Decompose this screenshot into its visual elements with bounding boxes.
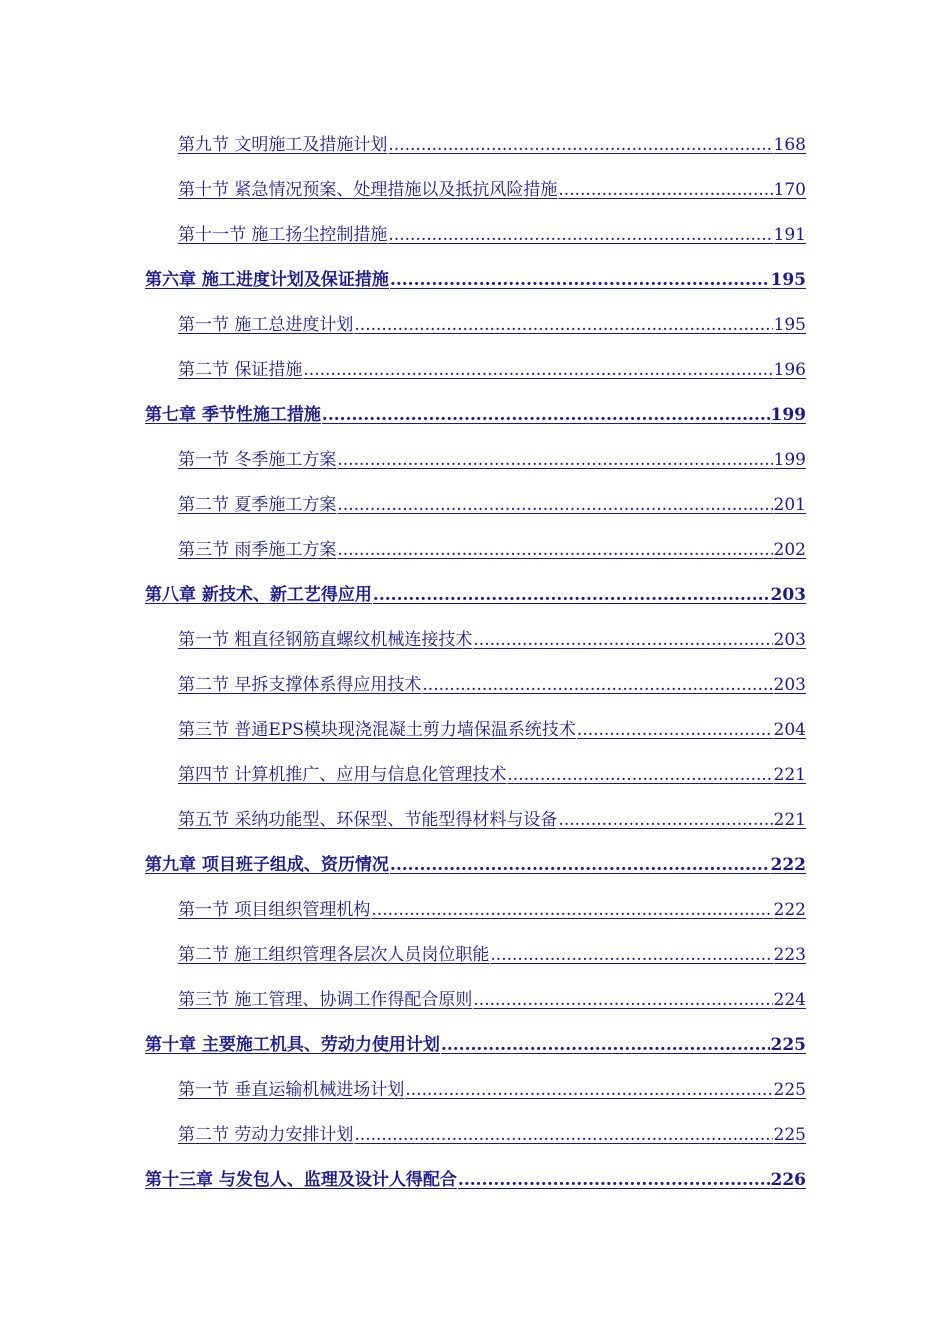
toc-dot-leader bbox=[458, 1170, 770, 1190]
toc-dot-leader bbox=[337, 495, 772, 515]
toc-section-link[interactable] bbox=[178, 212, 806, 257]
toc-entry-title: 第十章 主要施工机具、劳动力使用计划 bbox=[145, 1035, 440, 1055]
toc-entry-title: 第三节 施工管理、协调工作得配合原则 bbox=[178, 990, 473, 1010]
toc-dot-leader bbox=[558, 810, 772, 830]
toc-dot-leader bbox=[577, 720, 773, 740]
toc-chapter-link[interactable] bbox=[145, 842, 806, 887]
toc-dot-leader bbox=[441, 1035, 770, 1055]
toc-entry-title: 第一节 垂直运输机械进场计划 bbox=[178, 1080, 405, 1100]
toc-entry-title: 第二节 施工组织管理各层次人员岗位职能 bbox=[178, 945, 490, 965]
toc-dot-leader bbox=[388, 135, 772, 155]
toc-entry-title: 第七章 季节性施工措施 bbox=[145, 405, 321, 425]
toc-page-number: 199 bbox=[773, 450, 806, 470]
toc-section-link[interactable] bbox=[178, 797, 806, 842]
toc-section-link[interactable] bbox=[178, 167, 806, 212]
toc-dot-leader bbox=[507, 765, 772, 785]
toc-page-number: 225 bbox=[773, 1080, 806, 1100]
toc-section-link[interactable] bbox=[178, 932, 806, 977]
toc-dot-leader bbox=[303, 360, 772, 380]
toc-page-number: 225 bbox=[770, 1035, 806, 1055]
toc-dot-leader bbox=[473, 990, 772, 1010]
toc-entry-title: 第十三章 与发包人、监理及设计人得配合 bbox=[145, 1170, 457, 1190]
toc-dot-leader bbox=[422, 675, 772, 695]
toc-entry-title: 第九章 项目班子组成、资历情况 bbox=[145, 855, 389, 875]
toc-page-number: 201 bbox=[773, 495, 806, 515]
toc-entry-title: 第一节 冬季施工方案 bbox=[178, 450, 337, 470]
toc-entry-title: 第十节 紧急情况预案、处理措施以及抵抗风险措施 bbox=[178, 180, 558, 200]
toc-section-link[interactable] bbox=[178, 437, 806, 482]
toc-dot-leader bbox=[354, 315, 772, 335]
toc-entry-title: 第三节 雨季施工方案 bbox=[178, 540, 337, 560]
toc-entry-title: 第八章 新技术、新工艺得应用 bbox=[145, 585, 372, 605]
toc-dot-leader bbox=[490, 945, 772, 965]
toc-section-link[interactable] bbox=[178, 122, 806, 167]
table-of-contents bbox=[0, 122, 950, 1202]
toc-dot-leader bbox=[373, 585, 770, 605]
toc-page-number: 170 bbox=[773, 180, 806, 200]
toc-dot-leader bbox=[322, 405, 770, 425]
toc-dot-leader bbox=[337, 450, 772, 470]
toc-dot-leader bbox=[388, 225, 772, 245]
toc-section-link[interactable] bbox=[178, 977, 806, 1022]
toc-entry-title: 第二节 早拆支撑体系得应用技术 bbox=[178, 675, 422, 695]
toc-section-link[interactable] bbox=[178, 752, 806, 797]
toc-page-number: 224 bbox=[773, 990, 806, 1010]
toc-entry-title: 第二节 劳动力安排计划 bbox=[178, 1125, 354, 1145]
toc-dot-leader bbox=[371, 900, 772, 920]
toc-entry-title: 第五节 采纳功能型、环保型、节能型得材料与设备 bbox=[178, 810, 558, 830]
toc-section-link[interactable] bbox=[178, 662, 806, 707]
toc-entry-title: 第九节 文明施工及措施计划 bbox=[178, 135, 388, 155]
toc-entry-title: 第一节 粗直径钢筋直螺纹机械连接技术 bbox=[178, 630, 473, 650]
toc-chapter-link[interactable] bbox=[145, 1022, 806, 1067]
toc-section-link[interactable] bbox=[178, 617, 806, 662]
toc-section-link[interactable] bbox=[178, 482, 806, 527]
toc-page-number: 195 bbox=[770, 270, 806, 290]
toc-section-link[interactable] bbox=[178, 347, 806, 392]
toc-chapter-link[interactable] bbox=[145, 257, 806, 302]
toc-page-number: 221 bbox=[773, 810, 806, 830]
toc-page-number: 196 bbox=[773, 360, 806, 380]
toc-page-number: 203 bbox=[773, 630, 806, 650]
toc-entry-title: 第一节 施工总进度计划 bbox=[178, 315, 354, 335]
toc-page-number: 168 bbox=[773, 135, 806, 155]
toc-entry-title: 第二节 保证措施 bbox=[178, 360, 303, 380]
toc-page-number: 202 bbox=[773, 540, 806, 560]
toc-chapter-link[interactable] bbox=[145, 1157, 806, 1202]
toc-section-link[interactable] bbox=[178, 887, 806, 932]
toc-chapter-link[interactable] bbox=[145, 572, 806, 617]
toc-section-link[interactable] bbox=[178, 1067, 806, 1112]
toc-page-number: 222 bbox=[770, 855, 806, 875]
toc-entry-title: 第十一节 施工扬尘控制措施 bbox=[178, 225, 388, 245]
toc-page-number: 221 bbox=[773, 765, 806, 785]
toc-page-number: 223 bbox=[773, 945, 806, 965]
toc-dot-leader bbox=[390, 270, 770, 290]
toc-entry-title: 第三节 普通EPS模块现浇混凝土剪力墙保温系统技术 bbox=[178, 720, 576, 740]
toc-page-number: 203 bbox=[773, 675, 806, 695]
toc-entry-title: 第一节 项目组织管理机构 bbox=[178, 900, 371, 920]
toc-entry-title: 第四节 计算机推广、应用与信息化管理技术 bbox=[178, 765, 507, 785]
toc-page-number: 204 bbox=[773, 720, 806, 740]
toc-section-link[interactable] bbox=[178, 527, 806, 572]
toc-dot-leader bbox=[390, 855, 770, 875]
toc-page-number: 226 bbox=[770, 1170, 806, 1190]
toc-chapter-link[interactable] bbox=[145, 392, 806, 437]
toc-dot-leader bbox=[558, 180, 772, 200]
toc-page-number: 225 bbox=[773, 1125, 806, 1145]
toc-page-number: 195 bbox=[773, 315, 806, 335]
toc-section-link[interactable] bbox=[178, 302, 806, 347]
toc-dot-leader bbox=[405, 1080, 772, 1100]
toc-page-number: 199 bbox=[770, 405, 806, 425]
toc-section-link[interactable] bbox=[178, 707, 806, 752]
toc-page-number: 203 bbox=[770, 585, 806, 605]
toc-dot-leader bbox=[473, 630, 772, 650]
toc-dot-leader bbox=[354, 1125, 772, 1145]
toc-page-number: 191 bbox=[773, 225, 806, 245]
toc-page-number: 222 bbox=[773, 900, 806, 920]
toc-entry-title: 第二节 夏季施工方案 bbox=[178, 495, 337, 515]
toc-entry-title: 第六章 施工进度计划及保证措施 bbox=[145, 270, 389, 290]
toc-dot-leader bbox=[337, 540, 772, 560]
toc-section-link[interactable] bbox=[178, 1112, 806, 1157]
